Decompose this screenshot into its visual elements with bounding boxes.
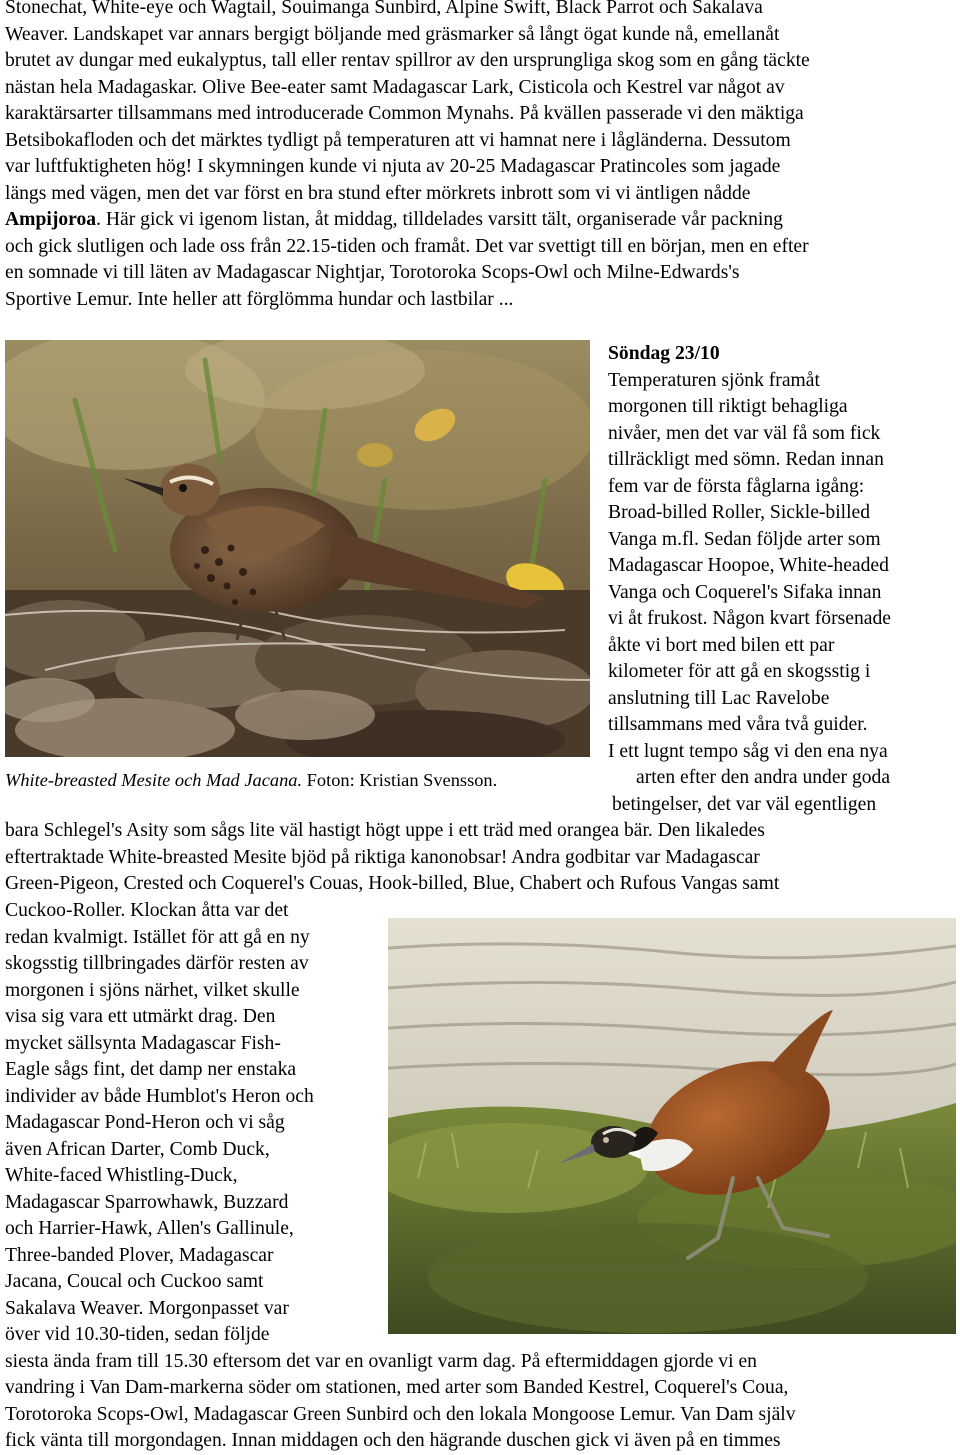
jacana-photo-image bbox=[388, 918, 956, 1334]
text-line: Madagascar Hoopoe, White-headed bbox=[608, 555, 889, 576]
text-line: Eagle sågs fint, det damp ner enstaka bbox=[5, 1059, 297, 1080]
text-line: fem var de första fåglarna igång: bbox=[608, 475, 865, 497]
text-line: Jacana, Coucal och Cuckoo samt bbox=[5, 1271, 264, 1292]
mesite-photo-image bbox=[5, 340, 590, 757]
text-line: kilometer för att gå en skogsstig i bbox=[608, 661, 871, 682]
text-line: en somnade vi till läten av Madagascar Nightjar, Torotoroka Scops-Owl och Milne-Edwards's bbox=[5, 262, 740, 283]
text-line: tillsammans med våra två guider. bbox=[608, 714, 868, 735]
caption-title: White-breasted Mesite och Mad Jacana. bbox=[5, 770, 303, 790]
text-line: siesta ända fram till 15.30 eftersom det var en ovanligt varm dag. På eftermiddagen gjorde vi en bbox=[5, 1350, 757, 1372]
text-line: Temperaturen sjönk framåt bbox=[608, 369, 820, 391]
text-line: morgonen till riktigt behagliga bbox=[608, 396, 848, 417]
text-line: Sportive Lemur. Inte heller att förglömma hundar och lastbilar ... bbox=[5, 288, 514, 310]
text-line bbox=[5, 207, 783, 234]
text-line: Green-Pigeon, Crested och Coquerel's Couas, Hook-billed, Blue, Chabert och Rufous Vangas samt bbox=[5, 873, 780, 894]
caption-credit: Foton: Kristian Svensson. bbox=[302, 770, 498, 790]
mesite-photo bbox=[5, 340, 590, 757]
text-line: visa sig vara ett utmärkt drag. Den bbox=[5, 1006, 276, 1027]
text-line: och gick slutligen och lade oss från 22.15-tiden och framåt. Det var svettigt till en början, men en efter bbox=[5, 235, 809, 257]
text-line: Weaver. Landskapet var annars bergigt böljande med gräsmarker så långt ögat kunde nå, emellanåt bbox=[5, 23, 780, 45]
text-line: Three-banded Plover, Madagascar bbox=[5, 1244, 274, 1266]
text-line: var luftfuktigheten hög! I skymningen kunde vi njuta av 20-25 Madagascar Pratincoles som jagade bbox=[5, 156, 781, 177]
text-line: Stonechat, White-eye och Wagtail, Souimanga Sunbird, Alpine Swift, Black Parrot och Sakalava bbox=[5, 0, 763, 18]
text-line: Madagascar Sparrowhawk, Buzzard bbox=[5, 1191, 289, 1213]
text-line: längs med vägen, men det var först en bra stund efter mörkrets inbrott som vi vi äntligen nådde bbox=[5, 182, 751, 204]
day-heading: Söndag 23/10 bbox=[608, 343, 720, 364]
jacana-photo bbox=[388, 918, 956, 1334]
text-line: I ett lugnt tempo såg vi den ena nya bbox=[608, 740, 888, 762]
text-line: Betsibokafloden och det märktes tydligt på temperaturen att vi hamnat nere i lågländerna. Dessutom bbox=[5, 129, 791, 151]
text-line: vandring i Van Dam-markerna söder om stationen, med arter som Banded Kestrel, Coquerel's Coua, bbox=[5, 1377, 789, 1398]
text-line: karaktärsarter tillsammans med introducerade Common Mynahs. På kvällen passerade vi den mäktiga bbox=[5, 103, 804, 124]
text-line: åkte vi bort med bilen ett par bbox=[608, 634, 835, 656]
text-line: Vanga m.fl. Sedan följde arter som bbox=[608, 528, 881, 550]
photo-caption bbox=[5, 767, 497, 793]
text-line: även African Darter, Comb Duck, bbox=[5, 1138, 270, 1160]
text-line: Sakalava Weaver. Morgonpasset var bbox=[5, 1297, 289, 1319]
text-line: Madagascar Pond-Heron och vi såg bbox=[5, 1112, 285, 1133]
text-span: . Här gick vi igenom listan, åt middag, tilldelades varsitt tält, organiserade vår packning bbox=[96, 209, 783, 230]
text-line: Broad-billed Roller, Sickle-billed bbox=[608, 502, 871, 523]
text-line: nivåer, men det var väl få som fick bbox=[608, 422, 881, 444]
place-name: Ampijoroa bbox=[5, 209, 97, 230]
text-line: Torotoroka Scops-Owl, Madagascar Green Sunbird och den lokala Mongoose Lemur. Van Dam själv bbox=[5, 1403, 796, 1425]
text-line: White-faced Whistling-Duck, bbox=[5, 1165, 238, 1186]
text-line: fick vänta till morgondagen. Innan middagen och den hägrande duschen gick vi även på en timmes bbox=[5, 1430, 781, 1451]
text-line: nästan hela Madagaskar. Olive Bee-eater samt Madagascar Lark, Cisticola och Kestrel var något av bbox=[5, 76, 785, 98]
text-line: arten efter den andra under goda bbox=[636, 767, 891, 788]
text-line: skogsstig tillbringades därför resten av bbox=[5, 953, 309, 974]
text-line: redan kvalmigt. Istället för att gå en ny bbox=[5, 926, 310, 948]
text-line: och Harrier-Hawk, Allen's Gallinule, bbox=[5, 1218, 294, 1239]
text-line: Cuckoo-Roller. Klockan åtta var det bbox=[5, 900, 289, 921]
text-line: bara Schlegel's Asity som sågs lite väl hastigt högt uppe i ett träd med orangea bär. Den likaledes bbox=[5, 820, 765, 841]
text-line: betingelser, det var väl egentligen bbox=[612, 793, 877, 815]
text-line: Vanga och Coquerel's Sifaka innan bbox=[608, 581, 882, 603]
text-line: brutet av dungar med eukalyptus, tall eller rentav spillror av den ursprungliga skog som en gång täckte bbox=[5, 50, 810, 71]
text-line: eftertraktade White-breasted Mesite bjöd på riktiga kanonobsar! Andra godbitar var Madagascar bbox=[5, 846, 760, 868]
text-line: mycket sällsynta Madagascar Fish- bbox=[5, 1032, 281, 1054]
text-line: tillräckligt med sömn. Redan innan bbox=[608, 449, 884, 470]
text-line: över vid 10.30-tiden, sedan följde bbox=[5, 1324, 270, 1345]
text-line: morgonen i sjöns närhet, vilket skulle bbox=[5, 979, 300, 1001]
text-line: vi åt frukost. Någon kvart försenade bbox=[608, 608, 891, 629]
text-line: anslutning till Lac Ravelobe bbox=[608, 687, 830, 709]
text-line: individer av både Humblot's Heron och bbox=[5, 1085, 314, 1107]
